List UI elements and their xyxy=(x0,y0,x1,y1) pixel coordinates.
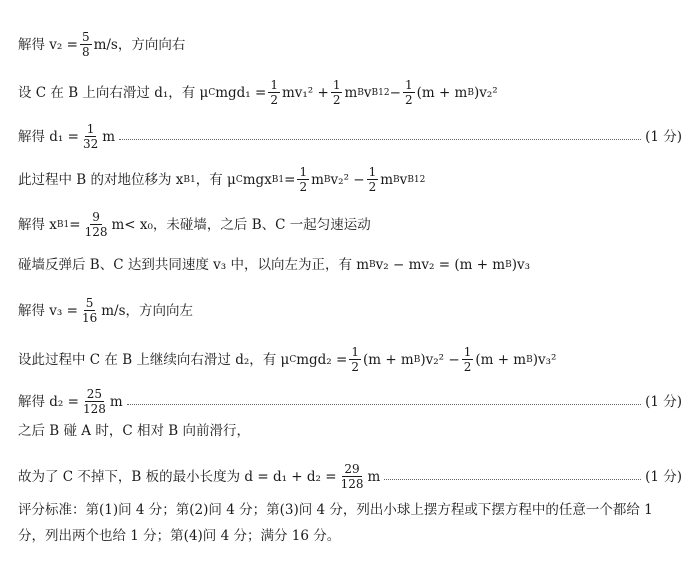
solution-line-v3-equation: 碰墙反弹后 B、C 达到共同速度 v₃ 中，以向左为正，有 m B v₂ − mv₂ = (m + m B )v₃ xyxy=(18,257,531,273)
fraction: $\frac{9}{128}$ xyxy=(84,210,108,239)
solution-line-d2-result: 解得 d₂ = $\frac{25}{128}$ m (1 分) xyxy=(18,387,682,416)
line-text: 解得 v₂ = xyxy=(18,36,78,53)
fraction: $\frac{1}{2}$ xyxy=(299,165,308,194)
fraction: $\frac{1}{2}$ xyxy=(404,78,413,107)
fraction: $\frac{1}{2}$ xyxy=(270,78,278,107)
solution-line-d2-equation: 设此过程中 C 在 B 上继续向右滑过 d₂，有 μ C mgd₂ = $\frac{1}{2}$ (m + m B )v₂² − $\frac{1}{2}$ (m + m B )v₃² xyxy=(18,345,557,374)
fraction: $\frac{1}{32}$ xyxy=(82,122,99,151)
fraction: $\frac{1}{2}$ xyxy=(351,345,359,374)
solution-line-d1-result: 解得 d₁ = $\frac{1}{32}$ m (1 分) xyxy=(18,122,682,151)
line-text: m/s，方向向右 xyxy=(93,36,186,53)
fraction: $\frac{5}{16}$ xyxy=(81,296,98,325)
fraction: $\frac{25}{128}$ xyxy=(82,387,106,416)
solution-line-v2 xyxy=(18,30,682,59)
dotted-leader xyxy=(119,139,641,140)
solution-line-after-collision: 之后 B 碰 A 时，C 相对 B 向前滑行， xyxy=(18,423,250,439)
fraction: $\frac{5}{8}$ xyxy=(81,30,90,59)
solution-line-d1-equation: 设 C 在 B 上向右滑过 d₁，有 μ C mgd₁ = $\frac{1}{2}$ mv₁² + $\frac{1}{2}$ m B v B1 2 − $\frac{1}{2}$ (m + m B )v₂² xyxy=(18,78,498,107)
score-mark: (1 分) xyxy=(645,128,682,145)
grading-criteria: 评分标准：第(1)问 4 分；第(2)问 4 分；第(3)问 4 分，列出小球上摆方程或下摆方程中的任意一个都给 1 分，列出两个也给 1 分；第(4)问 4 分；满分 16 分。 xyxy=(18,502,653,544)
dotted-leader xyxy=(127,404,641,405)
solution-line-min-length: 故为了 C 不掉下，B 板的最小长度为 d = d₁ + d₂ = $\frac{29}{128}$ m (1 分) xyxy=(18,462,682,491)
score-mark: (1 分) xyxy=(645,468,682,485)
solution-line-xb1-equation: 此过程中 B 的对地位移为 x B1 ，有 μ C mgx B1 = $\frac{1}{2}$ m B v₂² − $\frac{1}{2}$ m B v B1 2 xyxy=(18,165,426,194)
fraction: $\frac{1}{2}$ xyxy=(332,78,341,107)
fraction: $\frac{1}{2}$ xyxy=(463,345,472,374)
dotted-leader xyxy=(384,479,641,480)
solution-line-v3-result: 解得 v₃ = $\frac{5}{16}$ m/s，方向向左 xyxy=(18,296,193,325)
fraction: $\frac{1}{2}$ xyxy=(368,165,377,194)
score-mark: (1 分) xyxy=(645,393,682,410)
solution-line-xb1-result: 解得 x B1 = $\frac{9}{128}$ m< x₀，未碰墙，之后 B、C 一起匀速运动 xyxy=(18,210,371,239)
fraction: $\frac{29}{128}$ xyxy=(340,462,364,491)
